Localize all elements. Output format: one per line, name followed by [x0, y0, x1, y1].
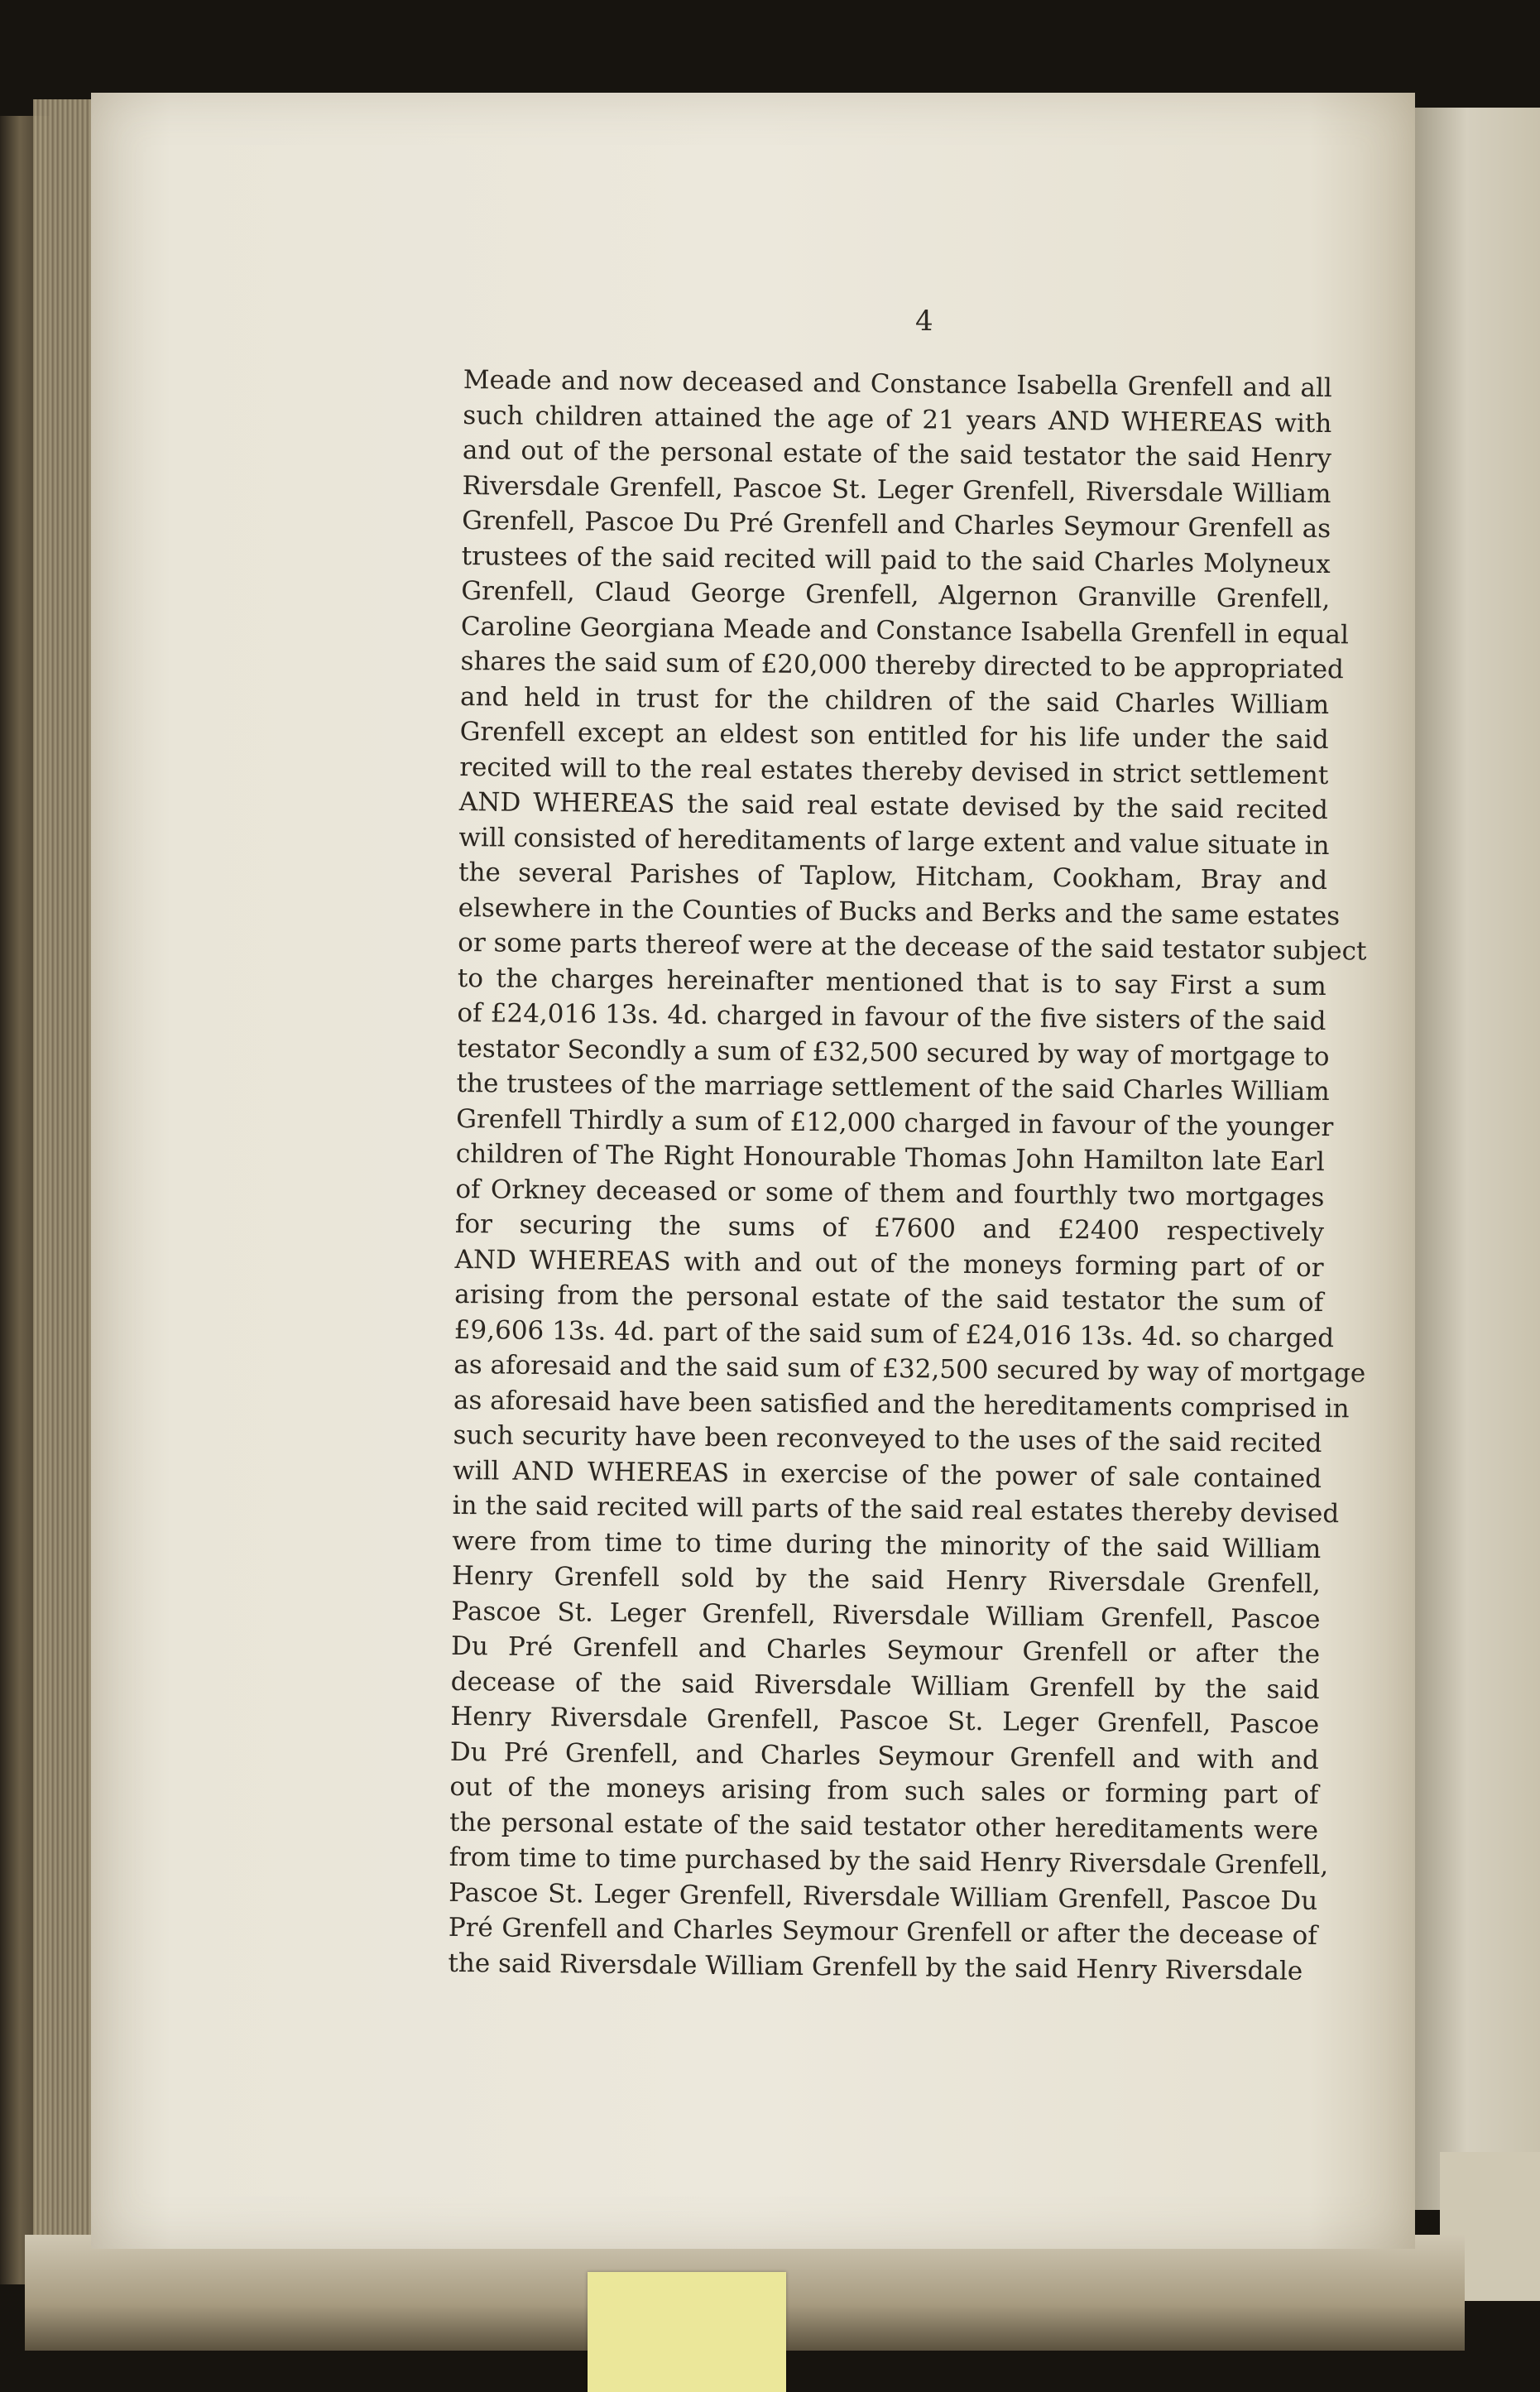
- text-line: Grenfell, Claud George Grenfell, Algernon Granville Grenfell,: [461, 575, 1331, 615]
- text-line: decease of the said Riversdale William Grenfell by the said: [450, 1666, 1320, 1705]
- adjacent-page-right: [1407, 108, 1540, 2210]
- text-line: Henry Grenfell sold by the said Henry Riversdale Grenfell,: [451, 1560, 1322, 1600]
- text-line: the several Parishes of Taplow, Hitcham, Cookham, Bray and: [458, 857, 1328, 896]
- text-line: £9,606 13s. 4d. part of the said sum of £24,016 13s. 4d. so charged: [453, 1314, 1335, 1353]
- text-line: Grenfell, Pascoe Du Pré Grenfell and Charles Seymour Grenfell as: [461, 505, 1331, 545]
- text-line: children of The Right Honourable Thomas John Hamilton late Earl: [455, 1138, 1325, 1178]
- text-line: were from time to time during the minority of the said William: [452, 1525, 1322, 1564]
- text-line: the personal estate of the said testator other hereditaments were: [449, 1807, 1319, 1846]
- text-line: AND WHEREAS the said real estate devised by the said recited: [458, 786, 1329, 826]
- text-line: Grenfell except an eldest son entitled for his life under the said: [459, 716, 1329, 756]
- text-line: shares the said sum of £20,000 thereby directed to be appropriated: [460, 646, 1345, 685]
- text-line: recited will to the real estates thereby devised in strict settlement: [459, 752, 1329, 790]
- text-line: arising from the personal estate of the said testator the sum of: [454, 1279, 1324, 1318]
- text-line: from time to time purchased by the said Henry Riversdale Grenfell,: [449, 1842, 1329, 1881]
- text-line: to the charges hereinafter mentioned that is to say First a sum: [457, 963, 1327, 1001]
- text-line: AND WHEREAS with and out of the moneys forming part of or: [454, 1244, 1324, 1283]
- text-line: trustees of the said recited will paid to the said Charles Molyneux: [461, 540, 1331, 579]
- text-line: Riversdale Grenfell, Pascoe St. Leger Grenfell, Riversdale William: [462, 470, 1331, 509]
- body-text: [448, 363, 1367, 1989]
- text-line: in the said recited will parts of the said real estates thereby devised: [452, 1490, 1340, 1530]
- text-line: Pré Grenfell and Charles Seymour Grenfell or after the decease of: [448, 1912, 1317, 1951]
- text-line: Pascoe St. Leger Grenfell, Riversdale William Grenfell, Pascoe Du: [449, 1877, 1318, 1916]
- text-line: Grenfell Thirdly a sum of £12,000 charged in favour of the younger: [456, 1103, 1334, 1142]
- text-line: Du Pré Grenfell, and Charles Seymour Grenfell and with and: [449, 1736, 1320, 1775]
- text-line: testator Secondly a sum of £32,500 secured by way of mortgage to: [456, 1033, 1330, 1072]
- text-line: Meade and now deceased and Constance Isabella Grenfell and all: [463, 364, 1332, 404]
- text-line: and held in trust for the children of the said Charles William: [459, 681, 1330, 720]
- text-line: out of the moneys arising from such sales or forming part of: [449, 1771, 1319, 1810]
- text-line: such security have been reconveyed to the uses of the said recited: [453, 1419, 1322, 1459]
- text-line: the trustees of the marriage settlement of the said Charles William: [456, 1068, 1330, 1107]
- text-line: as aforesaid have been satisfied and the hereditaments comprised in: [453, 1385, 1350, 1424]
- text-line: of Orkney deceased or some of them and fourthly two mortgages: [455, 1174, 1325, 1213]
- text-line: will AND WHEREAS in exercise of the power of sale contained: [452, 1455, 1322, 1494]
- text-line: of £24,016 13s. 4d. charged in favour of the five sisters of the said: [457, 997, 1327, 1037]
- text-line: Pascoe St. Leger Grenfell, Riversdale William Grenfell, Pascoe: [451, 1596, 1321, 1635]
- text-line: elsewhere in the Counties of Bucks and Berks and the same estates: [458, 892, 1341, 931]
- text-line: Caroline Georgiana Meade and Constance Isabella Grenfell in equal: [460, 611, 1350, 650]
- text-line: or some parts thereof were at the decease of the said testator subject: [458, 927, 1367, 967]
- text-line: will consisted of hereditaments of large extent and value situate in: [458, 822, 1330, 861]
- text-line: the said Riversdale William Grenfell by the said Henry Riversdale: [448, 1948, 1303, 1986]
- text-line: as aforesaid and the said sum of £32,500 secured by way of mortgage: [453, 1349, 1366, 1389]
- text-line: Du Pré Grenfell and Charles Seymour Grenfell or after the: [450, 1631, 1321, 1670]
- page-number: 4: [915, 305, 933, 338]
- text-line: and out of the personal estate of the said testator the said Henry: [462, 435, 1332, 474]
- sticky-note: [588, 2272, 786, 2392]
- text-line: for securing the sums of £7600 and £2400 respectively: [454, 1208, 1325, 1248]
- text-line: such children attained the age of 21 years AND WHEREAS with: [463, 400, 1332, 439]
- text-line: Henry Riversdale Grenfell, Pascoe St. Leger Grenfell, Pascoe: [450, 1701, 1320, 1741]
